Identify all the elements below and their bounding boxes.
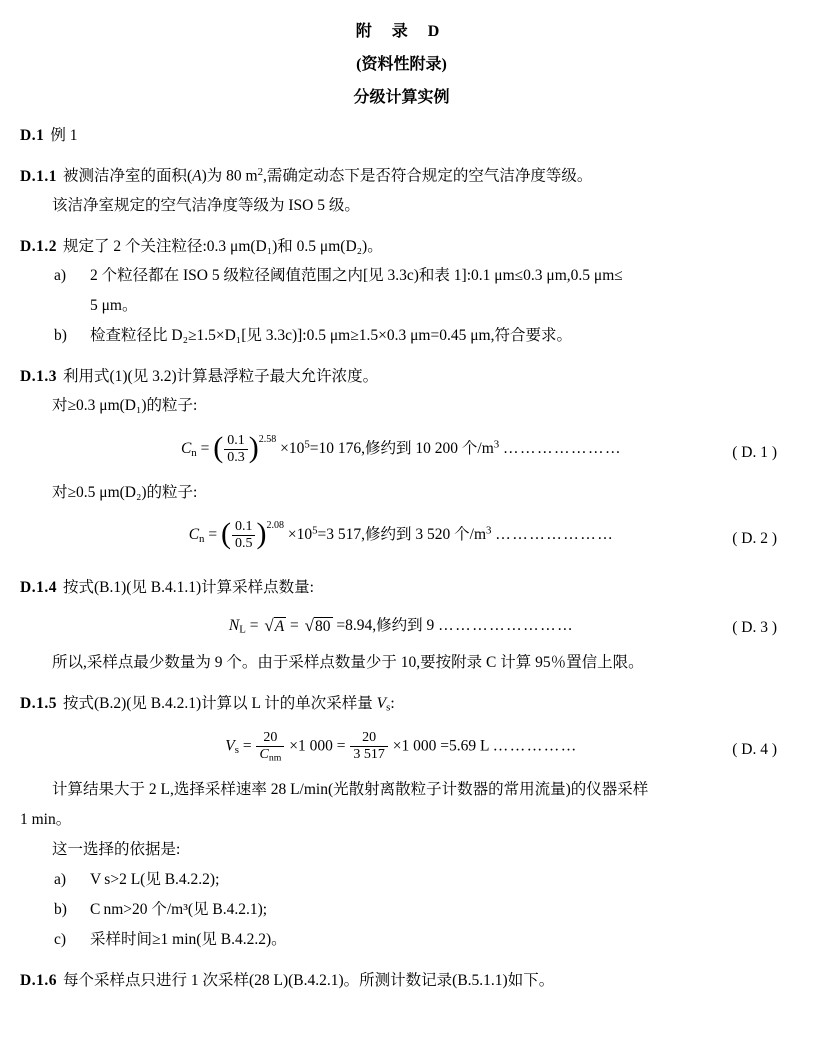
left-paren-icon: ( [220,517,231,551]
section-d15-sub: s [386,701,391,714]
section-d16-number: D.1.6 [20,971,57,989]
section-d13-text: 利用式(1)(见 3.2)计算悬浮粒子最大允许浓度。 [62,368,379,386]
section-d12-item-a-label: a) [54,267,67,285]
equation-d3-lhs-sub: L [239,623,246,636]
equation-d2-body [20,519,783,552]
equation-d4-lhs-sub: s [234,743,239,756]
equation-d3-radicand-2: 80 [315,618,331,636]
section-d12-item-a-cont: 5 μm。 [90,297,138,315]
section-d1-number: D.1 [20,127,45,144]
section-d12-item-a-text: 2 个粒径都在 ISO 5 级粒径阈值范围之内[见 3.3c)和表 1]:0.1 μm≤0.3 μm,0.5 μm≤ [90,267,623,285]
section-d15-item-b [54,898,783,922]
section-d14 [20,576,783,599]
section-d14-text: 按式(B.1)(见 B.4.1.1)计算采样点数量: [62,578,314,596]
right-paren-icon: ) [256,517,267,551]
radical-sign: √ [264,616,274,636]
equation-d4-dots: …………… [492,737,578,755]
equation-d1-numerator: 0.1 [224,433,248,450]
equation-d4-eq: = [242,737,252,755]
equation-d4-body [20,730,783,764]
radical-sign: √ [304,616,314,636]
equation-d4 [20,730,783,770]
equation-d1-exponent: 2.58 [258,433,277,445]
equation-d2-result: =3 517,修约到 3 520 个/m [317,525,486,543]
section-d15-item-b-label: b) [54,900,67,918]
equation-d2 [20,519,783,559]
equation-d3-mid: = [290,616,299,634]
section-d12 [20,235,783,258]
equation-d2-eq: = [208,525,218,543]
section-d1-title: 例 1 [50,127,78,144]
section-d15-after-2: 1 min。 [20,810,72,828]
equation-d2-lhs-sub: n [199,532,205,545]
section-d13-line-d1: 对≥0.3 μm(D₁)的粒子: [52,397,198,415]
left-paren-icon: ( [213,431,224,465]
equation-d3-label: ( D. 3 ) [732,618,777,636]
section-d12-item-b [54,324,783,348]
equation-d2-label: ( D. 2 ) [732,529,777,547]
equation-d4-numerator-1: 20 [256,730,284,747]
equation-d4-denominator-1 [256,747,284,764]
equation-d1-eq: = [200,439,210,457]
equation-d1-dots: ………………… [503,439,623,457]
section-d11-text-b: )为 80 m [201,167,258,185]
appendix-subject: 分级计算实例 [353,89,450,106]
section-d11-sup: 2 [257,166,263,179]
section-d11-text-a: 被测洁净室的面积( [62,167,193,185]
equation-d4-lhs: V [225,737,235,755]
section-d12-text: 规定了 2 个关注粒径:0.3 μm(D₁)和 0.5 μm(D₂)。 [62,237,383,255]
equation-d3 [20,613,783,643]
section-d11 [20,164,783,188]
section-d15-after-3: 这一选择的依据是: [52,840,181,858]
equation-d1-tail-sup: 5 [304,438,310,451]
equation-d4-numerator-2: 20 [350,730,388,747]
section-d15-after-1: 计算结果大于 2 L,选择采样速率 28 L/min(光散射离散粒子计数器的常用流量)的仪器采样 [52,780,649,798]
equation-d3-dots: …………………… [438,616,575,634]
section-d15-item-b-text: C nm>20 个/m³(见 B.4.2.1); [90,900,268,918]
equation-d2-result-sup: 3 [486,524,492,537]
section-d11-line2: 该洁净室规定的空气洁净度等级为 ISO 5 级。 [52,196,360,214]
equation-d2-tail-sup: 5 [312,524,318,537]
equation-d3-body [20,613,783,636]
equation-d3-lhs: N [228,616,240,634]
right-paren-icon: ) [248,431,259,465]
section-d15-var: V [376,694,387,712]
section-d13-line-d2: 对≥0.5 μm(D₂)的粒子: [52,483,198,501]
equation-d2-fraction [232,519,256,552]
equation-d4-denominator-2: 3 517 [353,747,385,763]
section-d13-number: D.1.3 [20,368,57,386]
section-d11-text-c: ,需确定动态下是否符合规定的空气洁净度等级。 [262,167,593,185]
equation-d4-mid-1: ×1 000 [289,737,333,755]
equation-d2-lhs: C [188,525,200,543]
equation-d4-result: =5.69 L [440,737,489,755]
section-d15-text-b: : [390,694,395,712]
section-d13 [20,365,783,388]
equation-d4-fraction-2 [350,730,388,763]
section-d15 [20,692,783,716]
section-d15-text-a: 按式(B.2)(见 B.4.2.1)计算以 L 计的单次采样量 [62,694,377,712]
section-d15-item-a-label: a) [54,870,67,888]
section-d12-item-b-label: b) [54,327,67,345]
section-d15-item-c-text: 采样时间≥1 min(见 B.4.2.2)。 [90,930,287,948]
equation-d2-tail: ×10 [287,525,313,543]
equation-d1-denominator: 0.3 [227,449,245,465]
section-d15-item-a [54,868,783,892]
equation-d1-label: ( D. 1 ) [732,443,777,461]
section-d12-number: D.1.2 [20,237,57,255]
equation-d4-eq-2: = [336,737,346,755]
appendix-type: (资料性附录) [356,56,447,73]
section-d15-item-c [54,928,783,952]
equation-d2-denominator: 0.5 [234,535,253,551]
equation-d1-lhs-sub: n [191,446,197,459]
sqrt-icon [262,616,286,636]
section-d14-after: 所以,采样点最少数量为 9 个。由于采样点数量少于 10,要按附录 C 计算 95％置信上限。 [52,653,644,671]
section-d11-var-a: A [192,167,202,185]
section-d15-item-a-text: V s>2 L(见 B.4.2.2); [90,870,220,888]
equation-d4-den1-sub: nm [268,752,282,764]
appendix-title: 附 录 D [355,23,448,40]
equation-d2-exponent: 2.08 [266,519,284,531]
equation-d2-dots: ………………… [495,525,615,543]
equation-d1-result-sup: 3 [493,438,500,451]
equation-d3-radicand-1: A [274,618,285,636]
equation-d1-body [20,433,783,466]
section-d15-number: D.1.5 [20,694,57,712]
equation-d3-eq: = [249,616,259,634]
equation-d4-mid-2: ×1 000 [392,737,437,755]
section-d16 [20,969,783,992]
equation-d4-den1-var: C [259,746,269,762]
section-d12-item-b-text: 检查粒径比 D₂≥1.5×D₁[见 3.3c)]:0.5 μm≥1.5×0.3 μm=0.45 μm,符合要求。 [90,327,572,345]
equation-d1-result: =10 176,修约到 10 200 个/m [309,439,494,457]
section-d11-number: D.1.1 [20,167,57,185]
equation-d1-lhs: C [180,439,192,457]
section-d14-number: D.1.4 [20,578,57,596]
equation-d2-numerator: 0.1 [232,519,256,536]
section-d12-item-a [54,264,783,288]
section-d15-item-c-label: c) [54,930,67,948]
equation-d4-label: ( D. 4 ) [732,740,777,758]
equation-d3-result: =8.94,修约到 9 [336,616,435,634]
section-d16-text: 每个采样点只进行 1 次采样(28 L)(B.4.2.1)。所测计数记录(B.5.1.1)如下。 [62,971,555,989]
equation-d4-fraction-1 [256,730,284,764]
equation-d1-fraction [224,433,248,466]
equation-d1-tail: ×10 [280,439,305,457]
equation-d1 [20,433,783,473]
section-d1 [20,124,783,147]
sqrt-icon [303,616,333,636]
